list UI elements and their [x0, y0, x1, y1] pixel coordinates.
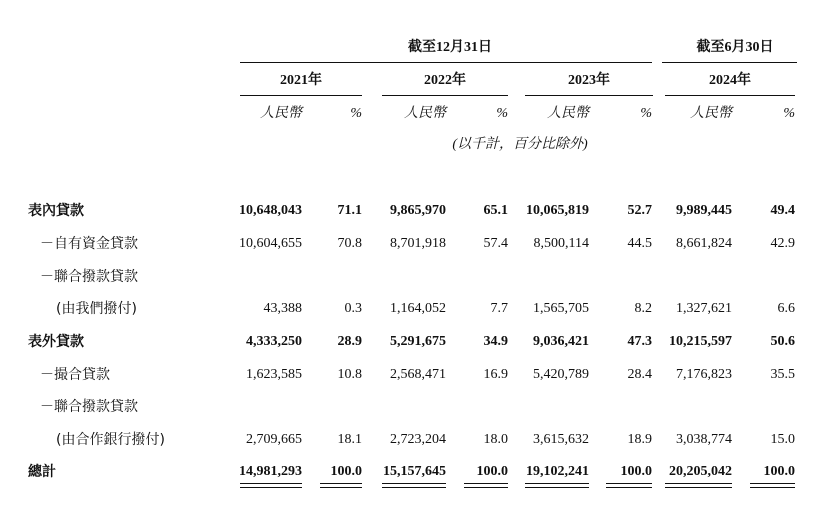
percent-cell: 28.9 [337, 334, 362, 349]
percent-cell: 57.4 [483, 236, 508, 251]
percent-cell: 100.0 [763, 464, 795, 479]
currency-2023: 人民幣 [547, 106, 589, 121]
percent-cell: 6.6 [777, 301, 795, 316]
period-header-dec: 截至12月31日 [408, 40, 492, 55]
percent-cell: 52.7 [627, 203, 652, 218]
percent-cell: 35.5 [770, 367, 795, 382]
row-label: 總計 [28, 464, 56, 480]
percent-2021: % [350, 106, 362, 121]
percent-cell: 8.2 [634, 301, 652, 316]
percent-cell: 15.0 [770, 432, 795, 447]
year-2023: 2023年 [568, 73, 610, 88]
period-header-jun: 截至6月30日 [696, 40, 774, 55]
amount-cell: 2,723,204 [390, 432, 446, 447]
amount-cell: 8,500,114 [533, 236, 589, 251]
percent-cell: 65.1 [483, 203, 508, 218]
amount-cell: 2,709,665 [246, 432, 302, 447]
year-2022: 2022年 [424, 73, 466, 88]
amount-cell: 5,420,789 [533, 367, 589, 382]
amount-cell: 10,648,043 [239, 203, 302, 218]
amount-cell: 8,701,918 [390, 236, 446, 251]
year-rule-2022 [382, 95, 508, 96]
amount-cell: 3,038,774 [676, 432, 732, 447]
amount-cell: 19,102,241 [526, 464, 589, 479]
amount-cell: 9,865,970 [390, 203, 446, 218]
amount-cell: 9,989,445 [676, 203, 732, 218]
percent-2022: % [496, 106, 508, 121]
percent-cell: 28.4 [627, 367, 652, 382]
percent-cell: 42.9 [770, 236, 795, 251]
amount-cell: 1,623,585 [246, 367, 302, 382]
row-label: －聯合撥款貸款 [40, 269, 138, 285]
amount-cell: 1,565,705 [533, 301, 589, 316]
percent-cell: 100.0 [620, 464, 652, 479]
amount-cell: 10,215,597 [669, 334, 732, 349]
row-label: －聯合撥款貸款 [40, 399, 138, 415]
percent-cell: 34.9 [483, 334, 508, 349]
amount-cell: 14,981,293 [239, 464, 302, 479]
percent-cell: 71.1 [337, 203, 362, 218]
year-rule-2023 [525, 95, 653, 96]
percent-cell: 50.6 [770, 334, 795, 349]
percent-cell: 100.0 [476, 464, 508, 479]
year-rule-2021 [240, 95, 362, 96]
percent-cell: 0.3 [344, 301, 362, 316]
amount-cell: 9,036,421 [533, 334, 589, 349]
amount-cell: 7,176,823 [676, 367, 732, 382]
total-underline-8 [750, 483, 795, 488]
percent-cell: 44.5 [627, 236, 652, 251]
period-rule-dec [240, 62, 652, 63]
total-underline-5 [525, 483, 589, 488]
percent-cell: 7.7 [490, 301, 508, 316]
amount-cell: 1,164,052 [390, 301, 446, 316]
currency-2021: 人民幣 [260, 106, 302, 121]
total-underline-6 [606, 483, 652, 488]
amount-cell: 3,615,632 [533, 432, 589, 447]
row-label: －自有資金貸款 [40, 236, 138, 252]
percent-2024: % [783, 106, 795, 121]
percent-cell: 18.1 [337, 432, 362, 447]
currency-2022: 人民幣 [404, 106, 446, 121]
percent-cell: 100.0 [330, 464, 362, 479]
amount-cell: 43,388 [263, 301, 302, 316]
row-label: (由合作銀行撥付) [56, 432, 165, 448]
currency-2024: 人民幣 [690, 106, 732, 121]
total-underline-2 [320, 483, 362, 488]
percent-cell: 18.9 [627, 432, 652, 447]
total-underline-7 [665, 483, 732, 488]
percent-cell: 16.9 [483, 367, 508, 382]
percent-cell: 10.8 [337, 367, 362, 382]
period-rule-jun [662, 62, 797, 63]
total-underline-4 [464, 483, 508, 488]
year-rule-2024 [665, 95, 795, 96]
row-label: (由我們撥付) [56, 301, 137, 317]
amount-cell: 5,291,675 [390, 334, 446, 349]
row-label: 表外貸款 [28, 334, 84, 350]
amount-cell: 20,205,042 [669, 464, 732, 479]
amount-cell: 2,568,471 [390, 367, 446, 382]
percent-cell: 70.8 [337, 236, 362, 251]
amount-cell: 15,157,645 [383, 464, 446, 479]
year-2024: 2024年 [709, 73, 751, 88]
amount-cell: 4,333,250 [246, 334, 302, 349]
total-underline-3 [382, 483, 446, 488]
amount-cell: 10,604,655 [239, 236, 302, 251]
row-label: 表內貸款 [28, 203, 84, 219]
row-label: －撮合貸款 [40, 367, 110, 383]
unit-note: (以千計，百分比除外) [452, 137, 588, 152]
total-underline-1 [240, 483, 302, 488]
percent-2023: % [640, 106, 652, 121]
amount-cell: 10,065,819 [526, 203, 589, 218]
percent-cell: 47.3 [627, 334, 652, 349]
percent-cell: 49.4 [770, 203, 795, 218]
percent-cell: 18.0 [483, 432, 508, 447]
amount-cell: 1,327,621 [676, 301, 732, 316]
amount-cell: 8,661,824 [676, 236, 732, 251]
year-2021: 2021年 [280, 73, 322, 88]
